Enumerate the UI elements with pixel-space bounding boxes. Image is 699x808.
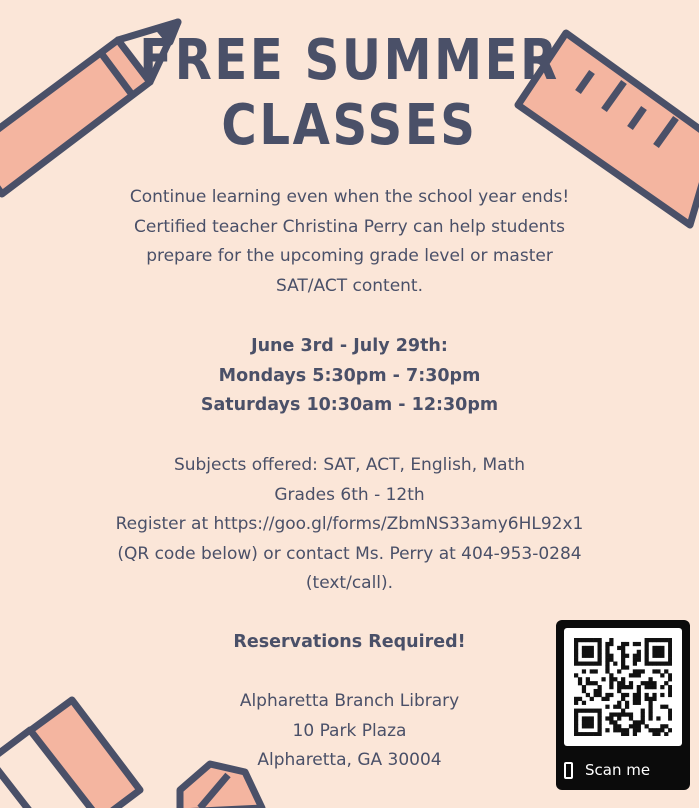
intro-paragraph [0, 183, 699, 301]
contact-line: (QR code below) or contact Ms. Perry at 404-953-0284 [117, 543, 582, 564]
intro-line: Continue learning even when the school year ends! [129, 187, 570, 207]
title-line-1: FREE SUMMER [139, 28, 560, 93]
intro-line: Certified teacher Christina Perry can help students [134, 216, 565, 237]
address-street: 10 Park Plaza [292, 720, 407, 741]
schedule-saturdays: Saturdays 10:30am - 12:30pm [200, 395, 499, 415]
qr-code-icon [574, 638, 672, 736]
scan-me-label: Scan me [585, 761, 651, 779]
grades-line: Grades 6th - 12th [274, 484, 425, 505]
reservations-text: Reservations Required! [233, 632, 466, 652]
schedule-mondays: Mondays 5:30pm - 7:30pm [218, 365, 481, 386]
contact-line-end: (text/call). [305, 573, 394, 593]
qr-code[interactable] [564, 628, 682, 746]
intro-line: prepare for the upcoming grade level or master [146, 246, 553, 266]
subjects-line: Subjects offered: SAT, ACT, English, Math [173, 455, 526, 475]
title-line-2: CLASSES [221, 93, 478, 158]
phone-icon [564, 762, 573, 779]
schedule-dates: June 3rd - July 29th: [251, 336, 448, 356]
scan-me-row [564, 758, 682, 782]
details [0, 451, 699, 599]
intro-line: SAT/ACT content. [275, 275, 423, 296]
address-library: Alpharetta Branch Library [239, 691, 460, 711]
qr-code-card[interactable] [556, 620, 690, 790]
schedule [0, 332, 699, 421]
register-line: Register at https://goo.gl/forms/ZbmNS33amy6HL92x1 [115, 514, 584, 534]
address-city: Alpharetta, GA 30004 [257, 750, 442, 770]
